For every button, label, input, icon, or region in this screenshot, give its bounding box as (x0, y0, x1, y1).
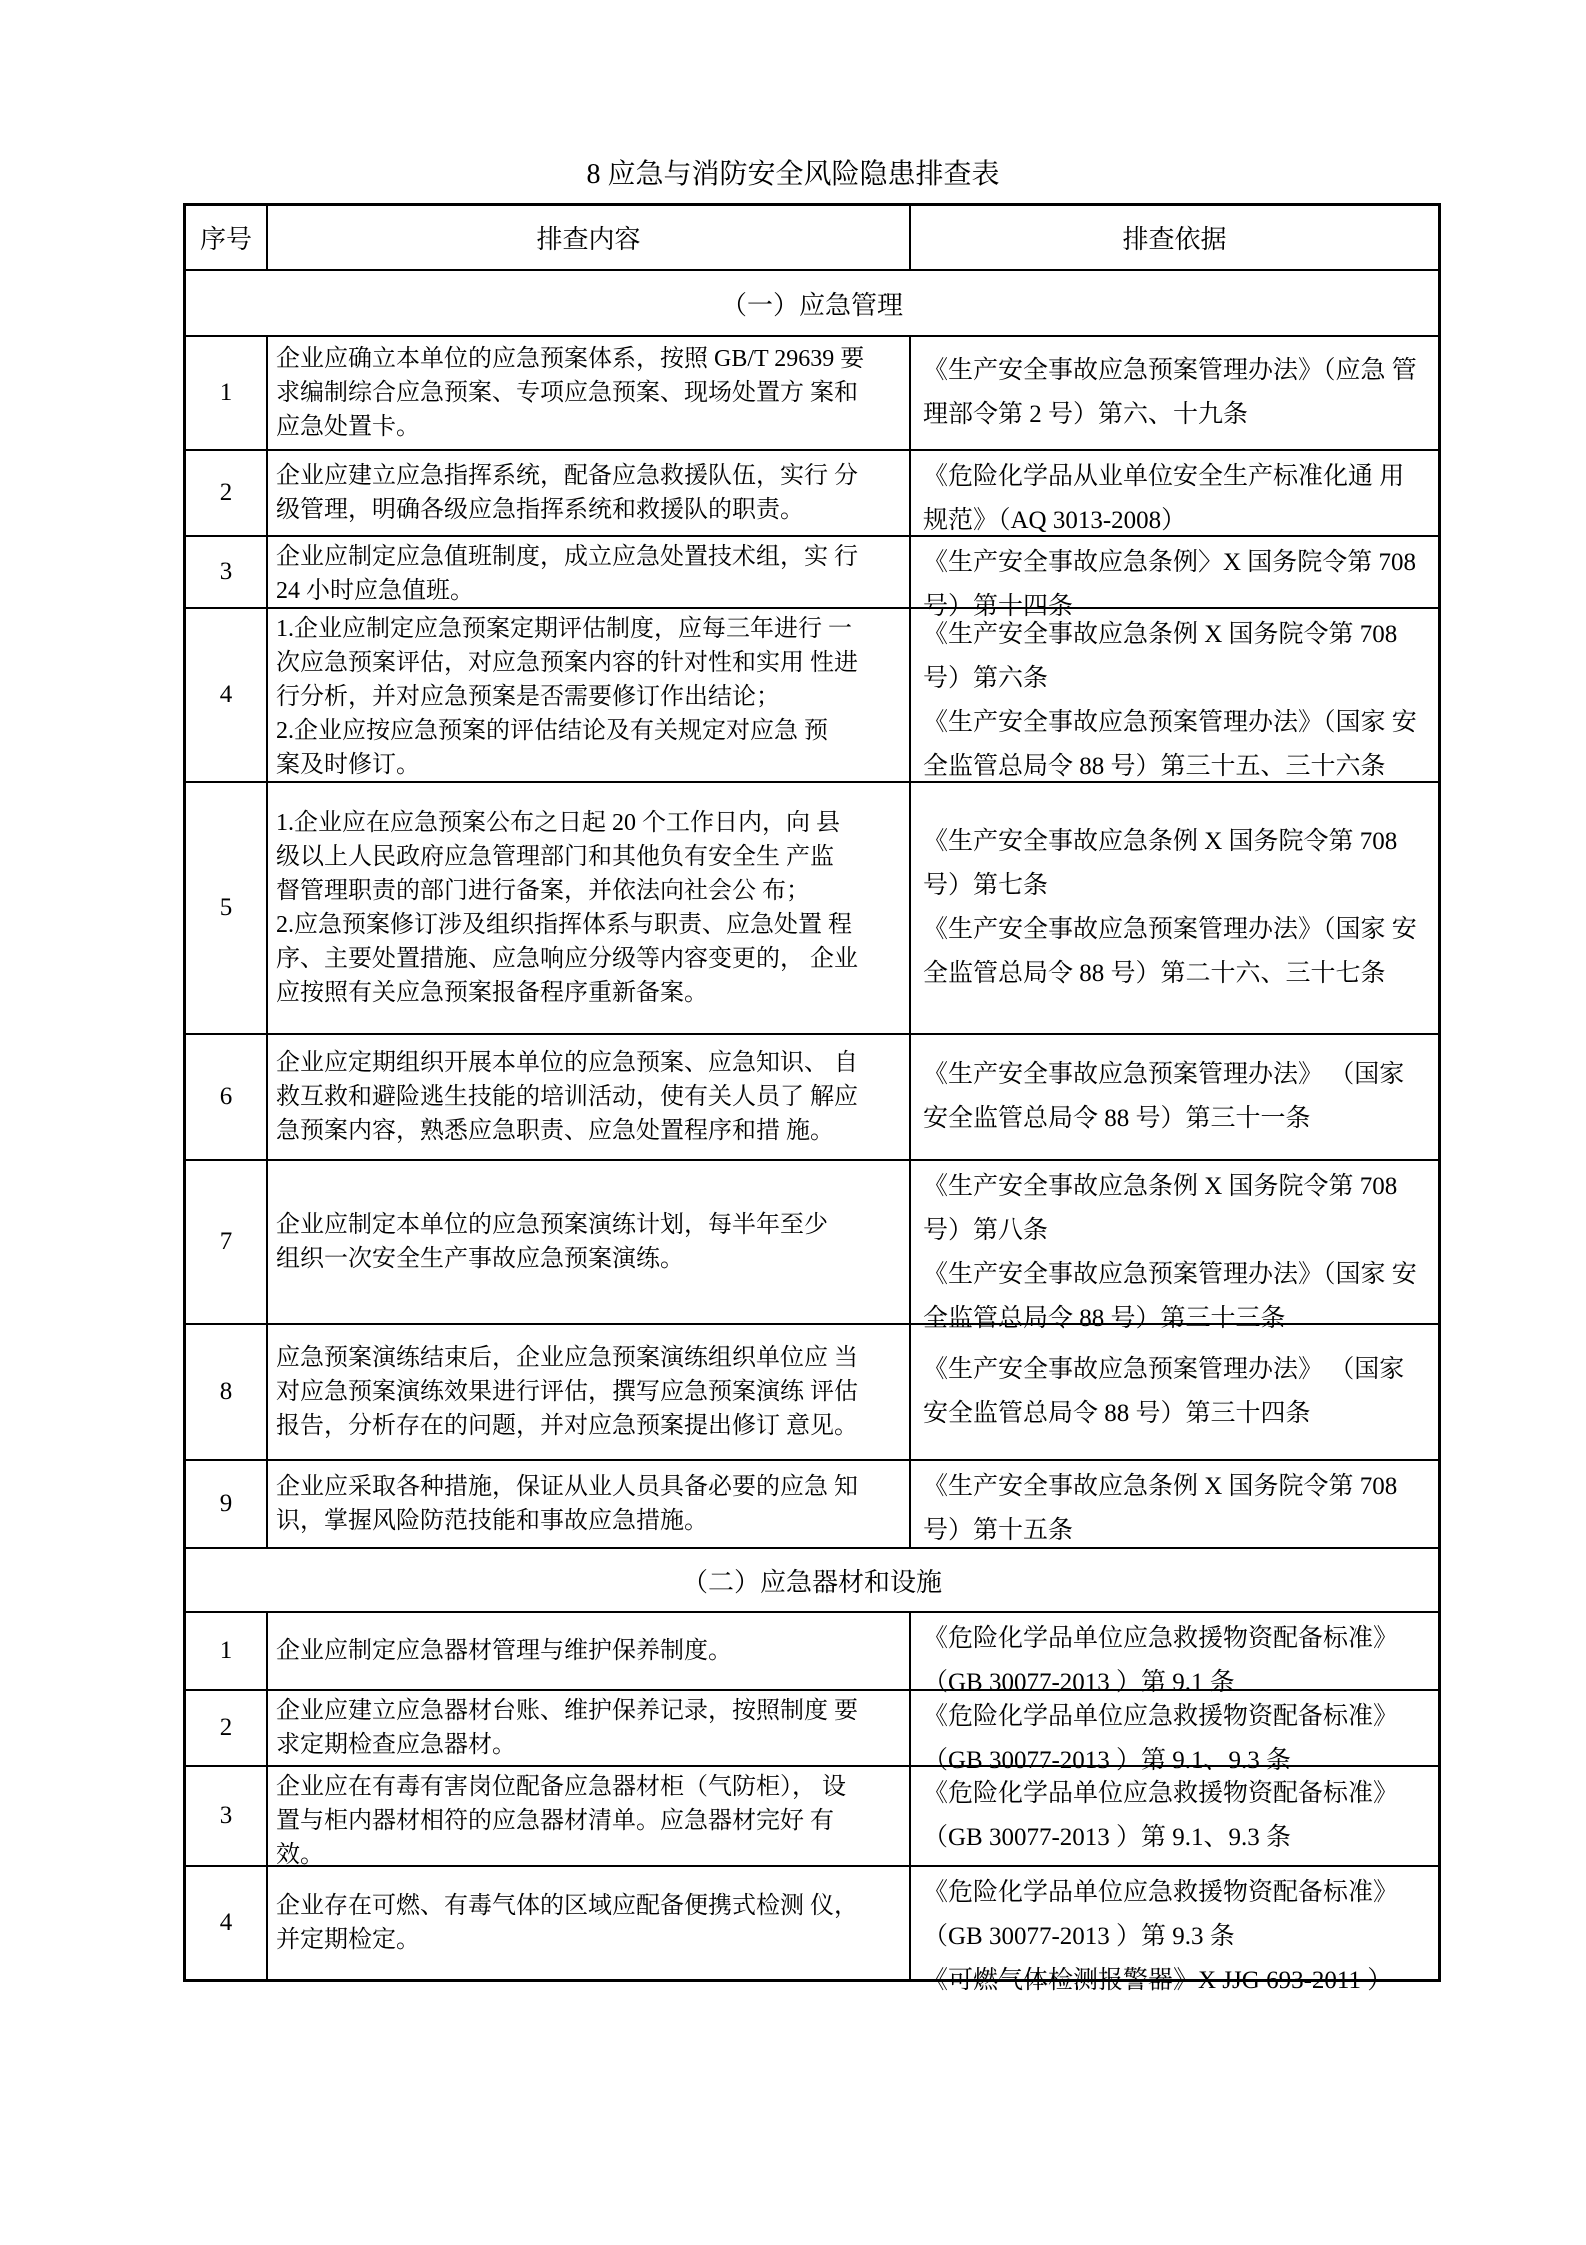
content-cell (268, 1161, 911, 1323)
row-number-cell: 1 (186, 337, 268, 449)
text-line: 2.企业应按应急预案的评估结论及有关规定对应急 预 (276, 718, 828, 744)
text-line: 级管理，明确各级应急指挥系统和救援队的职责。 (276, 497, 804, 523)
text-line: 序、主要处置措施、应急响应分级等内容变更的， 企业 (276, 946, 858, 972)
page-title: 8 应急与消防安全风险隐患排查表 (586, 159, 1000, 190)
text-line: 应急预案演练结束后，企业应急预案演练组织单位应 当 (276, 1345, 858, 1371)
table-row (186, 337, 1438, 451)
table-row (186, 1691, 1438, 1774)
table-row (186, 1161, 1438, 1332)
basis-cell (911, 1325, 1438, 1459)
text-line: 全监管总局令 88 号）第三十五、三十六条 (923, 753, 1386, 780)
basis-cell (911, 609, 1438, 781)
text-line: 安全监管总局令 88 号）第三十一条 (923, 1105, 1311, 1132)
table-row (186, 1325, 1438, 1461)
text-line: 报告，分析存在的问题，并对应急预案提出修订 意见。 (276, 1413, 858, 1439)
text-line: 次应急预案评估，对应急预案内容的针对性和实用 性进 (276, 650, 858, 676)
text-line: 《生产安全事故应急条例 X 国务院令第 708 (923, 621, 1398, 648)
text-line: 1.企业应在应急预案公布之日起 20 个工作日内，向 县 (276, 810, 840, 836)
basis-cell (911, 451, 1438, 535)
table-row (186, 1461, 1438, 1549)
text-line: 企业应定期组织开展本单位的应急预案、应急知识、 自 (276, 1050, 858, 1076)
content-cell (268, 537, 911, 607)
text-line: 行分析，并对应急预案是否需要修订作出结论； (276, 684, 780, 710)
text-line: 《生产安全事故应急预案管理办法》（国家 安 (923, 1261, 1417, 1288)
section-row (186, 271, 1438, 337)
table-header-row (186, 206, 1438, 271)
text-line: 《生产安全事故应急预案管理办法》（应急 管 (923, 357, 1417, 384)
content-cell (268, 1035, 911, 1159)
basis-cell (911, 1613, 1438, 1696)
basis-cell (911, 1767, 1438, 1865)
text-line: 组织一次安全生产事故应急预案演练。 (276, 1246, 684, 1272)
text-line: 理部令第 2 号）第六、十九条 (923, 401, 1249, 428)
text-line: 应按照有关应急预案报备程序重新备案。 (276, 980, 708, 1006)
text-line: 《可燃气体检测报警器》X JJG 693-2011 ） (923, 1967, 1393, 1994)
text-line: 《危险化学品从业单位安全生产标准化通 用 (923, 463, 1405, 490)
basis-cell (911, 1867, 1438, 1994)
text-line: 号）第六条 (923, 665, 1049, 692)
text-line: 企业应制定应急器材管理与维护保养制度。 (276, 1638, 732, 1664)
text-line: 号）第十五条 (923, 1517, 1074, 1544)
table-row (186, 1035, 1438, 1161)
basis-cell (911, 537, 1438, 620)
text-line: 置与柜内器材相符的应急器材清单。应急器材完好 有 (276, 1808, 834, 1834)
table-row (186, 451, 1438, 537)
text-line: 企业应制定本单位的应急预案演练计划，每半年至少 (276, 1212, 828, 1238)
column-header-basis: 排查依据 (1122, 225, 1227, 254)
text-line: 《危险化学品单位应急救援物资配备标准》 (923, 1625, 1399, 1652)
text-line: 救互救和避险逃生技能的培训活动，使有关人员了 解应 (276, 1084, 858, 1110)
content-cell (268, 337, 911, 449)
content-cell (268, 1461, 911, 1547)
text-line: 企业应采取各种措施，保证从业人员具备必要的应急 知 (276, 1474, 858, 1500)
text-line: 急预案内容，熟悉应急职责、应急处置程序和措 施。 (276, 1118, 834, 1144)
row-number-cell: 5 (186, 783, 268, 1033)
text-line: 24 小时应急值班。 (276, 578, 474, 604)
text-line: 并定期检定。 (276, 1927, 420, 1953)
text-line: 级以上人民政府应急管理部门和其他负有安全生 产监 (276, 844, 834, 870)
table-row (186, 537, 1438, 620)
text-line: 企业应建立应急指挥系统，配备应急救援队伍，实行 分 (276, 463, 858, 489)
text-line: 安全监管总局令 88 号）第三十四条 (923, 1400, 1311, 1427)
basis-cell (911, 1461, 1438, 1547)
text-line: 督管理职责的部门进行备案，并依法向社会公 布； (276, 878, 810, 904)
text-line: 号）第八条 (923, 1217, 1049, 1244)
table-row (186, 1767, 1438, 1867)
text-line: 全监管总局令 88 号）第二十六、三十七条 (923, 960, 1386, 987)
content-cell (268, 1613, 911, 1689)
row-number-cell: 2 (186, 451, 268, 535)
content-cell (268, 1691, 911, 1765)
text-line: 《危险化学品单位应急救援物资配备标准》 (923, 1780, 1399, 1807)
section-label: （二）应急器材和设施 (681, 1567, 942, 1597)
inspection-table (183, 203, 1441, 1994)
table-row (186, 783, 1438, 1035)
text-line: 《生产安全事故应急预案管理办法》 （国家 (923, 1061, 1405, 1088)
text-line: （GB 30077-2013 ）第 9.3 条 (923, 1923, 1235, 1950)
basis-cell (911, 1691, 1438, 1774)
column-header-number: 序号 (186, 206, 268, 269)
text-line: （GB 30077-2013 ）第 9.1 条 (923, 1669, 1235, 1696)
text-line: 求编制综合应急预案、专项应急预案、现场处置方 案和 (276, 380, 858, 406)
content-cell (268, 783, 911, 1033)
content-cell (268, 1867, 911, 1979)
text-line: 《生产安全事故应急预案管理办法》 （国家 (923, 1356, 1405, 1383)
content-cell (268, 609, 911, 781)
text-line: （GB 30077-2013 ）第 9.1、9.3 条 (923, 1747, 1292, 1774)
content-cell (268, 1325, 911, 1459)
text-line: 1.企业应制定应急预案定期评估制度，应每三年进行 一 (276, 616, 852, 642)
row-number-cell: 8 (186, 1325, 268, 1459)
row-number-cell: 1 (186, 1613, 268, 1689)
basis-cell (911, 337, 1438, 449)
basis-cell (911, 1161, 1438, 1332)
text-line: 《生产安全事故应急条例 X 国务院令第 708 (923, 1173, 1398, 1200)
column-header-content: 排查内容 (268, 206, 911, 269)
text-line: 规范》（AQ 3013-2008） (923, 507, 1187, 534)
basis-cell (911, 1035, 1438, 1159)
text-line: 企业应在有毒有害岗位配备应急器材柜（气防柜）， 设 (276, 1774, 846, 1800)
table-row (186, 1613, 1438, 1696)
text-line: 企业应确立本单位的应急预案体系，按照 GB/T 29639 要 (276, 346, 865, 372)
text-line: 效。 (276, 1842, 324, 1868)
content-cell (268, 1767, 911, 1868)
content-cell (268, 451, 911, 535)
section-row (186, 1549, 1438, 1613)
row-number-cell: 3 (186, 537, 268, 607)
text-line: 应急处置卡。 (276, 414, 420, 440)
text-line: 对应急预案演练效果进行评估，撰写应急预案演练 评估 (276, 1379, 858, 1405)
text-line: 识，掌握风险防范技能和事故应急措施。 (276, 1508, 708, 1534)
text-line: （GB 30077-2013 ）第 9.1、9.3 条 (923, 1824, 1292, 1851)
row-number-cell: 4 (186, 609, 268, 781)
text-line: 企业应制定应急值班制度，成立应急处置技术组，实 行 (276, 544, 858, 570)
section-label: （一）应急管理 (720, 290, 903, 320)
row-number-cell: 3 (186, 1767, 268, 1865)
table-row (186, 609, 1438, 783)
text-line: 《生产安全事故应急条例 X 国务院令第 708 (923, 828, 1398, 855)
table-row (186, 1867, 1438, 1994)
text-line: 《危险化学品单位应急救援物资配备标准》 (923, 1879, 1399, 1906)
text-line: 求定期检查应急器材。 (276, 1732, 516, 1758)
text-line: 号）第七条 (923, 872, 1049, 899)
basis-cell (911, 783, 1438, 1033)
text-line: 号）第十四条 (923, 593, 1074, 620)
text-line: 《生产安全事故应急条例〉X 国务院令第 708 (923, 549, 1417, 576)
text-line: 《生产安全事故应急条例 X 国务院令第 708 (923, 1473, 1398, 1500)
row-number-cell: 2 (186, 1691, 268, 1765)
text-line: 案及时修订。 (276, 752, 420, 778)
row-number-cell: 4 (186, 1867, 268, 1979)
text-line: 《生产安全事故应急预案管理办法》（国家 安 (923, 709, 1417, 736)
row-number-cell: 7 (186, 1161, 268, 1323)
text-line: 《危险化学品单位应急救援物资配备标准》 (923, 1703, 1399, 1730)
text-line: 2.应急预案修订涉及组织指挥体系与职责、应急处置 程 (276, 912, 852, 938)
text-line: 《生产安全事故应急预案管理办法》（国家 安 (923, 916, 1417, 943)
text-line: 企业存在可燃、有毒气体的区域应配备便携式检测 仪， (276, 1893, 858, 1919)
text-line: 全监管总局令 88 号）第三十三条 (923, 1305, 1286, 1332)
row-number-cell: 9 (186, 1461, 268, 1547)
text-line: 企业应建立应急器材台账、维护保养记录，按照制度 要 (276, 1698, 858, 1724)
row-number-cell: 6 (186, 1035, 268, 1159)
